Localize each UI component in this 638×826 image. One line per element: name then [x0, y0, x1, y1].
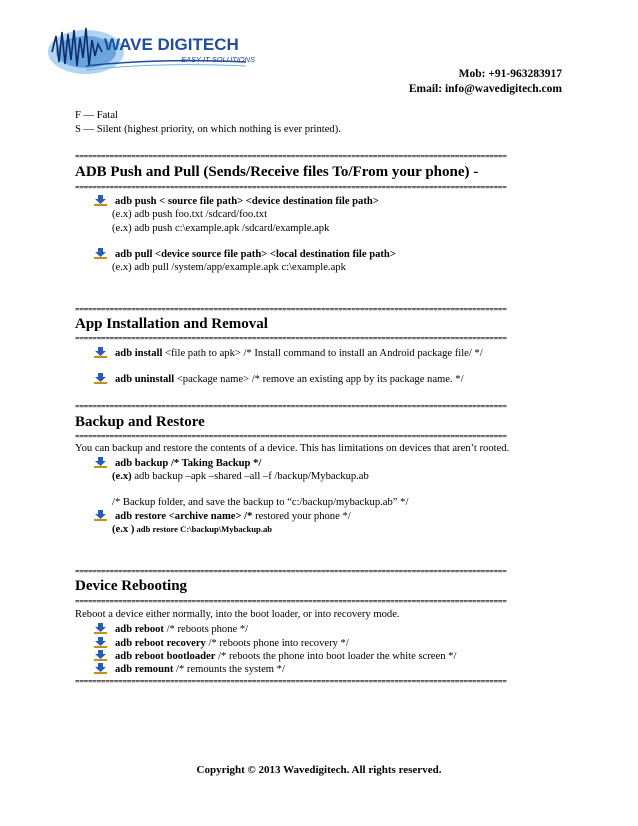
log-level-fatal: F — Fatal [75, 110, 118, 121]
list-item [94, 195, 379, 209]
list-item [94, 510, 351, 524]
example-command: adb backup –apk –shared –all –f /backup/Mybackup.ab [131, 471, 369, 482]
arrow-bullet-icon [94, 510, 107, 524]
example-text [112, 471, 369, 482]
section-rule: ==================================================================================================== [75, 183, 507, 192]
example-text: (e.x) adb pull /system/app/example.apk c:\example.apk [112, 262, 346, 273]
command-text: adb push < source file path> <device destination file path> [115, 196, 379, 207]
section-rule: ==================================================================================================== [75, 677, 507, 686]
logo-tagline: EASY IT SOLUTIONS [181, 55, 256, 64]
example-text: (e.x) adb push c:\example.apk /sdcard/example.apk [112, 223, 330, 234]
command-text: adb pull <device source file path> <local destination file path> [115, 249, 396, 260]
arrow-bullet-icon [94, 623, 107, 637]
list-item [94, 457, 261, 471]
wave-digitech-logo [46, 22, 276, 78]
section-rule: ==================================================================================================== [75, 305, 507, 314]
arrow-bullet-icon [94, 373, 107, 387]
command-description: /* reboots phone into recovery */ [205, 638, 349, 649]
arrow-bullet-icon [94, 347, 107, 361]
command-text: adb reboot bootloader [115, 651, 216, 662]
contact-mobile: Mob: +91-963283917 [458, 68, 562, 80]
example-command: adb restore C:\backup\Mybackup.ab [134, 524, 273, 534]
section-title-backup: Backup and Restore [75, 414, 205, 430]
list-item [94, 623, 248, 637]
command-description: <package name> /* remove an existing app by its package name. */ [174, 374, 464, 385]
command-text: adb remount [115, 664, 174, 675]
backup-note: /* Backup folder, and save the backup to “c:/backup/mybackup.ab” */ [112, 497, 409, 508]
command-text: adb backup /* Taking Backup */ [115, 458, 262, 469]
list-item [94, 637, 349, 651]
command-description: /* reboots phone */ [163, 624, 249, 635]
command-description: <file path to apk> /* Install command to install an Android package file/ */ [162, 348, 483, 359]
contact-email: Email: info@wavedigitech.com [408, 83, 562, 95]
log-level-silent: S — Silent (highest priority, on which nothing is ever printed). [75, 124, 341, 135]
command-description: restored your phone */ [252, 511, 351, 522]
section-rule: ==================================================================================================== [75, 567, 507, 576]
section-rule: ==================================================================================================== [75, 432, 507, 441]
command-text: adb restore <archive name> /* [115, 511, 253, 522]
list-item [94, 248, 396, 262]
command-text: adb reboot recovery [115, 638, 206, 649]
list-item [94, 347, 483, 361]
arrow-bullet-icon [94, 637, 107, 651]
reboot-intro: Reboot a device either normally, into the boot loader, or into recovery mode. [75, 609, 400, 620]
arrow-bullet-icon [94, 650, 107, 664]
example-text [112, 524, 272, 535]
list-item [94, 650, 456, 664]
list-item [94, 663, 285, 677]
example-label: (e.x) [112, 471, 132, 482]
command-text: adb uninstall [115, 374, 175, 385]
example-label: (e.x ) [112, 524, 135, 535]
command-description: /* reboots the phone into boot loader the white screen */ [215, 651, 457, 662]
section-rule: ==================================================================================================== [75, 597, 507, 606]
example-text: (e.x) adb push foo.txt /sdcard/foo.txt [112, 209, 268, 220]
section-title-reboot: Device Rebooting [75, 578, 188, 594]
copyright-footer: Copyright © 2013 Wavedigitech. All rights reserved. [196, 764, 442, 776]
arrow-bullet-icon [94, 195, 107, 209]
command-text: adb reboot [115, 624, 164, 635]
section-rule: ==================================================================================================== [75, 152, 507, 161]
arrow-bullet-icon [94, 457, 107, 471]
logo-name: WAVE DIGITECH [104, 35, 239, 54]
section-rule: ==================================================================================================== [75, 334, 507, 343]
backup-intro: You can backup and restore the contents of a device. This has limitations on devices that aren’t rooted. [75, 443, 510, 454]
command-text: adb install [115, 348, 163, 359]
command-description: /* remounts the system */ [173, 664, 285, 675]
arrow-bullet-icon [94, 663, 107, 677]
section-title-install: App Installation and Removal [75, 316, 268, 332]
arrow-bullet-icon [94, 248, 107, 262]
list-item [94, 373, 464, 387]
section-rule: ==================================================================================================== [75, 402, 507, 411]
section-title-push-pull: ADB Push and Pull (Sends/Receive files To/From your phone) - [75, 164, 479, 180]
